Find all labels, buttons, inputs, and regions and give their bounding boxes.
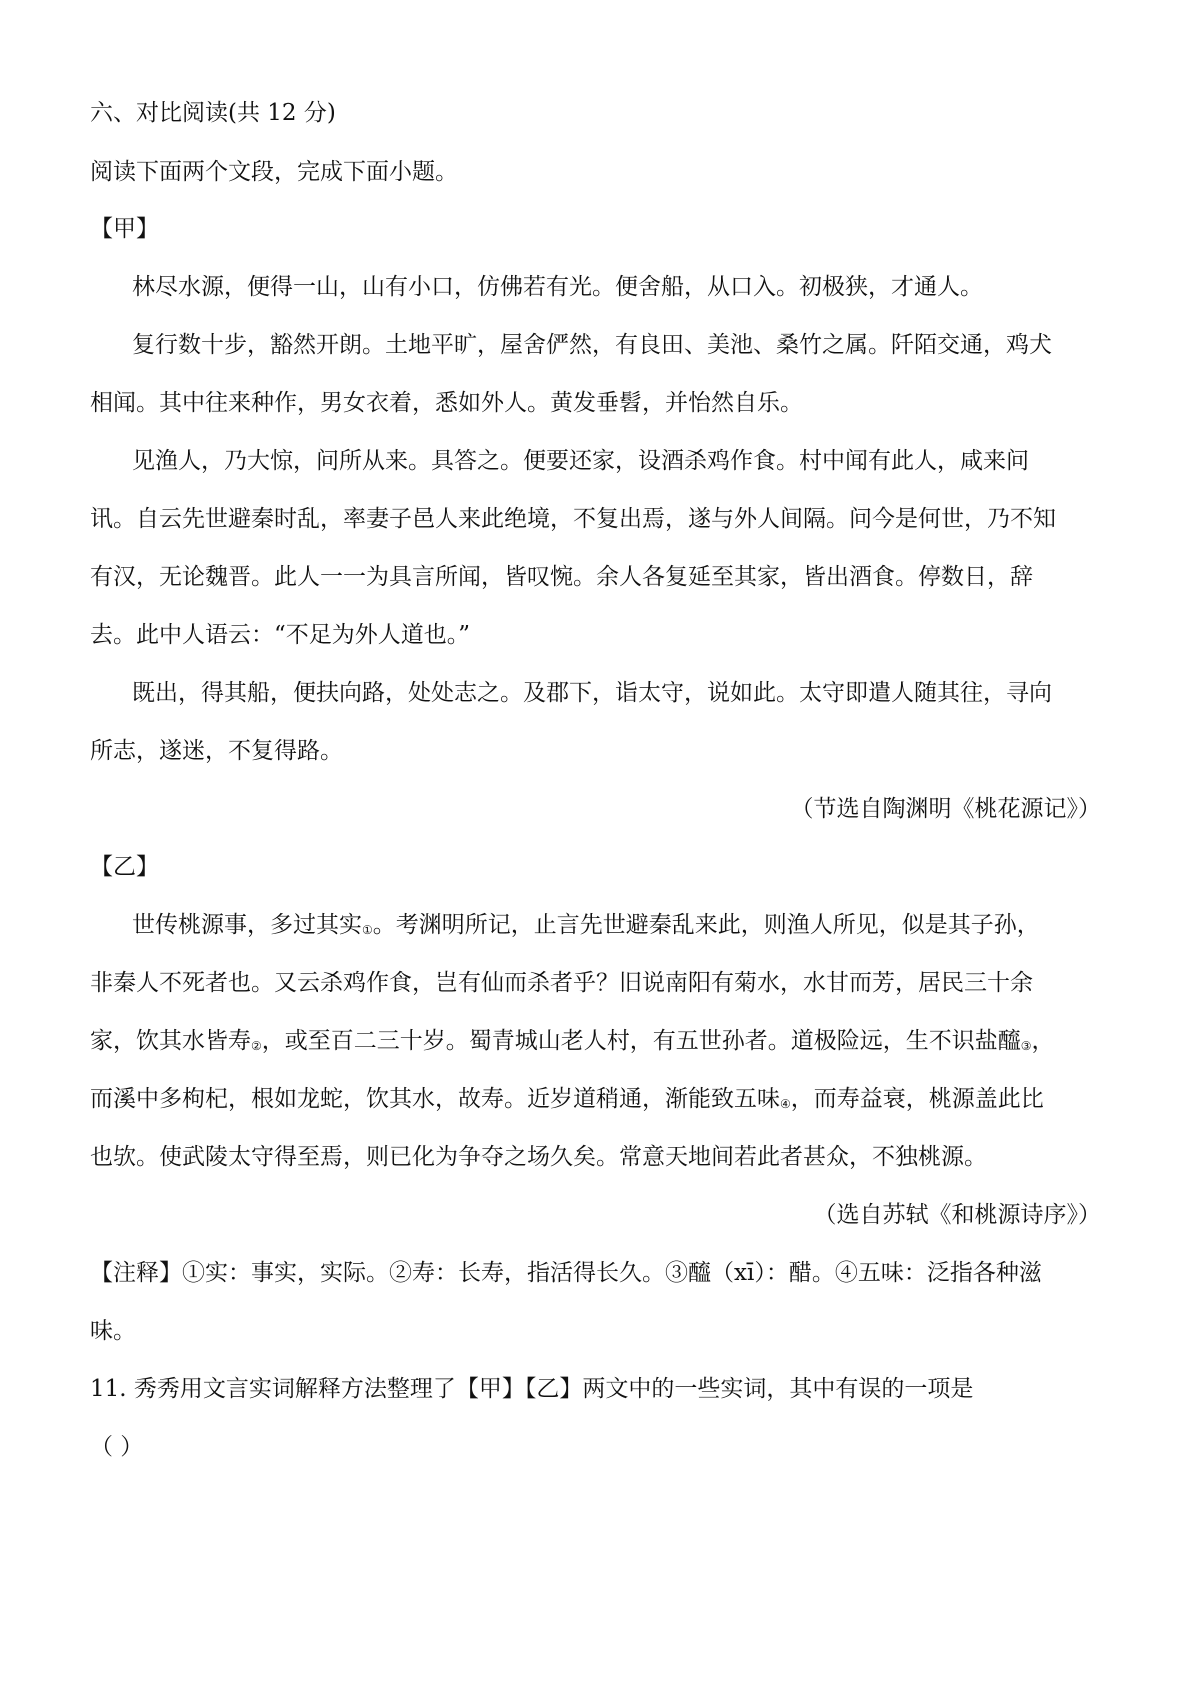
passage-a-source: （节选自陶渊明《桃花源记》） bbox=[790, 796, 1101, 822]
passage-a-line: 讯。自云先世避秦时乱，率妻子邑人来此绝境，不复出焉，遂与外人间隔。问今是何世，乃不知 bbox=[90, 506, 1056, 532]
footnote-marker: ④ bbox=[780, 1097, 791, 1111]
answer-blank: （ ） bbox=[90, 1434, 144, 1460]
passage-b-line: 而溪中多枸杞，根如龙蛇，饮其水，故寿。近岁道稍通，渐能致五味$_④$，而寿益衰，桃源盖此比 bbox=[90, 1086, 1044, 1112]
passage-a-line: 去。此中人语云：“不足为外人道也。” bbox=[90, 622, 471, 648]
passage-a-line: 复行数十步，豁然开朗。土地平旷，屋舍俨然，有良田、美池、桑竹之属。阡陌交通，鸡犬 bbox=[132, 332, 1052, 358]
passage-a-label: 【甲】 bbox=[90, 216, 159, 242]
passage-b-line: 也欤。使武陵太守得至焉，则已化为争夺之场久矣。常意天地间若此者甚众，不独桃源。 bbox=[90, 1144, 987, 1170]
passage-b-source: （选自苏轼《和桃源诗序》） bbox=[813, 1202, 1101, 1228]
passage-b-label: 【乙】 bbox=[90, 854, 159, 880]
footnote-marker: ② bbox=[251, 1039, 262, 1053]
notes-line: 【注释】①实：事实，实际。②寿：长寿，指活得长久。③醯（xī）：醋。④五味：泛指各种滋 bbox=[90, 1260, 1042, 1286]
passage-a-line: 见渔人，乃大惊，问所从来。具答之。便要还家，设酒杀鸡作食。村中闻有此人，咸来问 bbox=[132, 448, 1029, 474]
section-instruction: 阅读下面两个文段，完成下面小题。 bbox=[90, 159, 458, 185]
question-11: 11. 秀秀用文言实词解释方法整理了【甲】【乙】两文中的一些实词，其中有误的一项是 bbox=[90, 1376, 974, 1402]
passage-a-line: 既出，得其船，便扶向路，处处志之。及郡下，诣太守，说如此。太守即遣人随其往，寻向 bbox=[132, 680, 1052, 706]
footnote-marker: ③ bbox=[1020, 1039, 1032, 1053]
passage-b-line: 世传桃源事，多过其实$_①$。考渊明所记，止言先世避秦乱来此，则渔人所见，似是其子孙， bbox=[132, 912, 1040, 938]
passage-a-line: 相闻。其中往来种作，男女衣着，悉如外人。黄发垂髫，并怡然自乐。 bbox=[90, 390, 803, 416]
passage-b-line: 家，饮其水皆寿$_②$，或至百二三十岁。蜀青城山老人村，有五世孙者。道极险远，生不识盐醯$_③$， bbox=[90, 1028, 1055, 1054]
passage-a-line: 林尽水源，便得一山，山有小口，仿佛若有光。便舍船，从口入。初极狭，才通人。 bbox=[132, 274, 983, 300]
passage-a-line: 有汉，无论魏晋。此人一一为具言所闻，皆叹惋。余人各复延至其家，皆出酒食。停数日，辞 bbox=[90, 564, 1033, 590]
passage-b-line: 非秦人不死者也。又云杀鸡作食，岂有仙而杀者乎？旧说南阳有菊水，水甘而芳，居民三十余 bbox=[90, 970, 1033, 996]
passage-a-line: 所志，遂迷，不复得路。 bbox=[90, 738, 343, 764]
footnote-marker: ① bbox=[362, 923, 373, 937]
section-title: 六、对比阅读(共 12 分) bbox=[90, 100, 336, 126]
notes-line: 味。 bbox=[90, 1318, 136, 1344]
